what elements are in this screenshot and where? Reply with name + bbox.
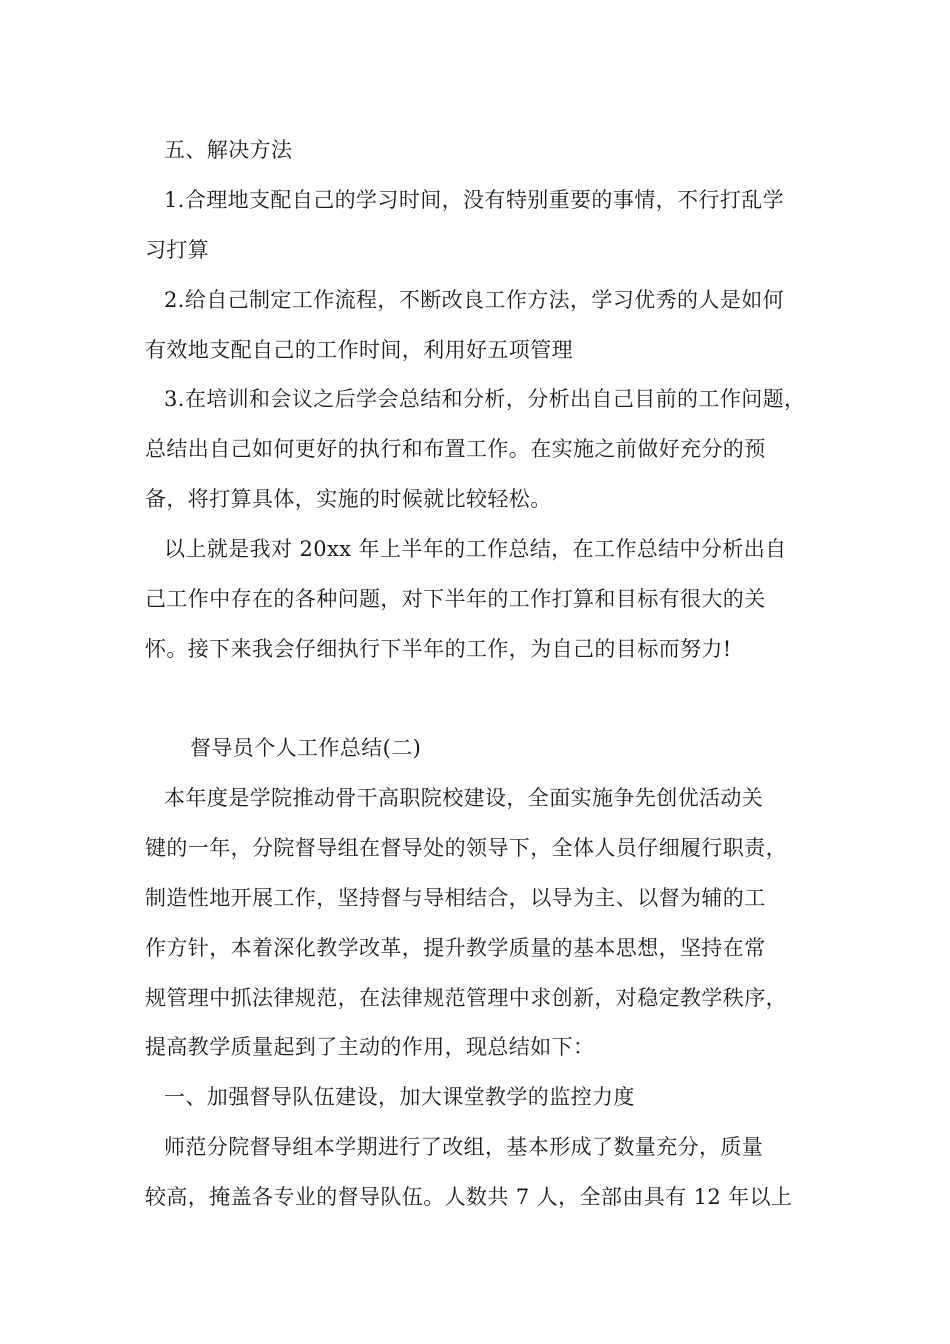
subheading-one: 一、加强督导队伍建设，加大课堂教学的监控力度 [164, 1085, 635, 1109]
intro-line-3: 制造性地开展工作，坚持督与导相结合，以导为主、以督为辅的工 [145, 886, 766, 910]
paragraph-line-2: 较高，掩盖各专业的督导队伍。人数共 7 人，全部由具有 12 年以上 [145, 1185, 793, 1209]
list-item-2-line-1: 2.给自己制定工作流程，不断改良工作方法，学习优秀的人是如何 [164, 288, 785, 312]
section-heading: 五、解决方法 [164, 138, 293, 162]
paragraph-line-1: 师范分院督导组本学期进行了改组，基本形成了数量充分，质量 [164, 1135, 764, 1159]
page-title: 督导员个人工作总结(二) [190, 736, 422, 760]
list-item-2-line-2: 有效地支配自己的工作时间，利用好五项管理 [145, 338, 573, 362]
intro-line-5: 规管理中抓法律规范，在法律规范管理中求创新，对稳定教学秩序， [145, 986, 787, 1010]
conclusion-line-2: 己工作中存在的各种问题，对下半年的工作打算和目标有很大的关 [145, 587, 766, 611]
list-item-1-line-2: 习打算 [145, 238, 210, 262]
conclusion-line-3: 怀。接下来我会仔细执行下半年的工作，为自己的目标而努力! [145, 637, 732, 661]
list-item-3-line-1: 3.在培训和会议之后学会总结和分析，分析出自己目前的工作问题， [164, 387, 806, 411]
intro-line-4: 作方针，本着深化教学改革，提升教学质量的基本思想，坚持在常 [145, 936, 766, 960]
intro-line-1: 本年度是学院推动骨干高职院校建设，全面实施争先创优活动关 [164, 786, 764, 810]
list-item-3-line-2: 总结出自己如何更好的执行和布置工作。在实施之前做好充分的预 [145, 437, 766, 461]
intro-line-6: 提高教学质量起到了主动的作用，现总结如下： [145, 1035, 595, 1059]
intro-line-2: 键的一年，分院督导组在督导处的领导下，全体人员仔细履行职责， [145, 836, 787, 860]
list-item-3-line-3: 备，将打算具体，实施的时候就比较轻松。 [145, 487, 552, 511]
conclusion-line-1: 以上就是我对 20xx 年上半年的工作总结，在工作总结中分析出自 [164, 537, 787, 561]
list-item-1-line-1: 1.合理地支配自己的学习时间，没有特别重要的事情，不行打乱学 [164, 188, 785, 212]
